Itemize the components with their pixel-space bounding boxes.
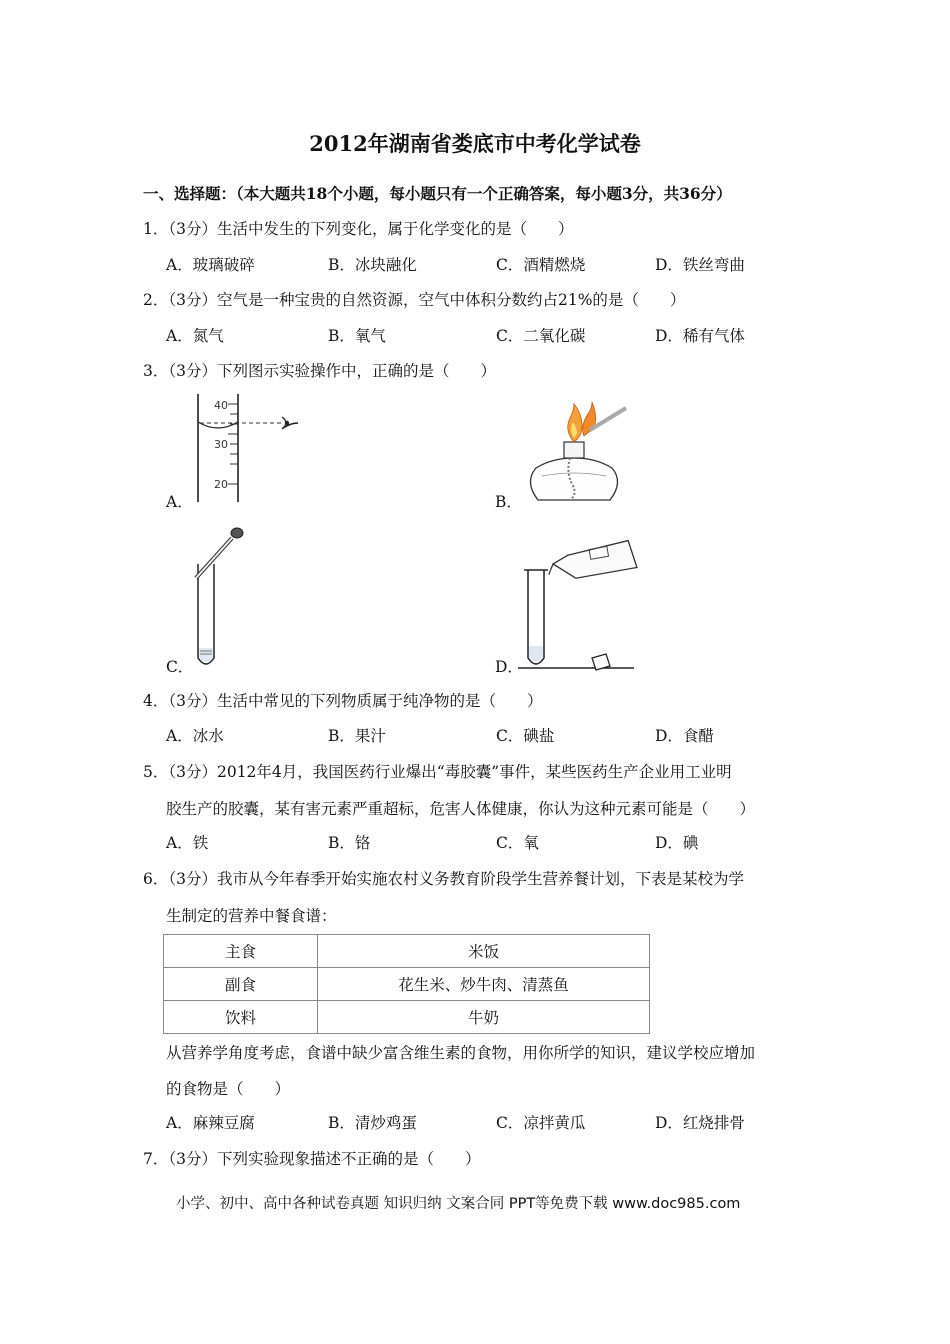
q5-option-b: B．铬 bbox=[328, 834, 371, 852]
q4-option-b: B．果汁 bbox=[328, 727, 386, 745]
figure-a-graduated-cylinder bbox=[190, 392, 310, 504]
question-2-stem: 2．（3分）空气是一种宝贵的自然资源，空气中体积分数约占21%的是（ ） bbox=[143, 291, 686, 309]
table-row bbox=[164, 1001, 650, 1034]
figure-c-dropper-in-test-tube bbox=[190, 526, 250, 672]
q6-option-c: C．凉拌黄瓜 bbox=[496, 1114, 586, 1132]
table-cell: 花生米、炒牛肉、清蒸鱼 bbox=[318, 968, 650, 1001]
table-cell: 米饭 bbox=[318, 935, 650, 968]
table-cell: 副食 bbox=[164, 968, 318, 1001]
q6-option-b: B．清炒鸡蛋 bbox=[328, 1114, 417, 1132]
question-6-after-line1: 从营养学角度考虑，食谱中缺少富含维生素的食物，用你所学的知识，建议学校应增加 bbox=[166, 1044, 756, 1062]
q1-option-d: D．铁丝弯曲 bbox=[655, 256, 745, 274]
q6-option-d: D．红烧排骨 bbox=[655, 1114, 745, 1132]
q6-option-a: A．麻辣豆腐 bbox=[166, 1114, 255, 1132]
q2-option-b: B．氧气 bbox=[328, 327, 386, 345]
table-row bbox=[164, 968, 650, 1001]
question-3-stem: 3．（3分）下列图示实验操作中，正确的是（ ） bbox=[143, 362, 496, 380]
q5-option-d: D．碘 bbox=[655, 834, 699, 852]
question-6-stem-line2: 生制定的营养中餐食谱： bbox=[166, 907, 337, 925]
question-1-stem: 1．（3分）生活中发生的下列变化，属于化学变化的是（ ） bbox=[143, 220, 574, 238]
figure-d-pouring-liquid bbox=[518, 534, 640, 670]
question-5-stem-line1: 5．（3分）2012年4月，我国医药行业爆出“毒胶囊”事件，某些医药生产企业用工业明 bbox=[143, 763, 732, 781]
q1-option-b: B．冰块融化 bbox=[328, 256, 417, 274]
footer-text: 小学、初中、高中各种试卷真题 知识归纳 文案合同 PPT等免费下载 www.doc985.com bbox=[176, 1196, 741, 1212]
q2-option-c: C．二氧化碳 bbox=[496, 327, 586, 345]
tick-label-40: 40 bbox=[214, 399, 228, 412]
q2-option-d: D．稀有气体 bbox=[655, 327, 745, 345]
table-row bbox=[164, 935, 650, 968]
question-6-after-line2: 的食物是（ ） bbox=[166, 1080, 291, 1098]
q4-option-d: D．食醋 bbox=[655, 727, 714, 745]
q2-option-a: A．氮气 bbox=[166, 327, 224, 345]
question-6-stem-line1: 6．（3分）我市从今年春季开始实施农村义务教育阶段学生营养餐计划，下表是某校为学 bbox=[143, 870, 744, 888]
section-heading: 一、选择题：（本大题共18个小题，每小题只有一个正确答案，每小题3分，共36分） bbox=[143, 184, 732, 203]
q3-option-d: D． bbox=[495, 658, 523, 676]
q5-option-c: C．氧 bbox=[496, 834, 539, 852]
table-cell: 牛奶 bbox=[318, 1001, 650, 1034]
q1-option-c: C．酒精燃烧 bbox=[496, 256, 586, 274]
question-5-stem-line2: 胶生产的胶囊，某有害元素严重超标，危害人体健康，你认为这种元素可能是（ ） bbox=[166, 800, 756, 818]
q4-option-c: C．碘盐 bbox=[496, 727, 555, 745]
page-title: 2012年湖南省娄底市中考化学试卷 bbox=[309, 131, 641, 156]
question-4-stem: 4．（3分）生活中常见的下列物质属于纯净物的是（ ） bbox=[143, 692, 543, 710]
tick-label-30: 30 bbox=[214, 438, 228, 451]
q3-option-a: A． bbox=[166, 493, 193, 511]
figure-b-alcohol-lamp bbox=[518, 402, 630, 504]
q1-option-a: A．玻璃破碎 bbox=[166, 256, 255, 274]
lunch-menu-table bbox=[163, 934, 650, 1034]
q4-option-a: A．冰水 bbox=[166, 727, 224, 745]
q3-option-b: B． bbox=[495, 493, 522, 511]
table-cell: 饮料 bbox=[164, 1001, 318, 1034]
question-7-stem: 7．（3分）下列实验现象描述不正确的是（ ） bbox=[143, 1150, 481, 1168]
q5-option-a: A．铁 bbox=[166, 834, 209, 852]
q3-option-c: C． bbox=[166, 658, 194, 676]
table-cell: 主食 bbox=[164, 935, 318, 968]
tick-label-20: 20 bbox=[214, 478, 228, 491]
